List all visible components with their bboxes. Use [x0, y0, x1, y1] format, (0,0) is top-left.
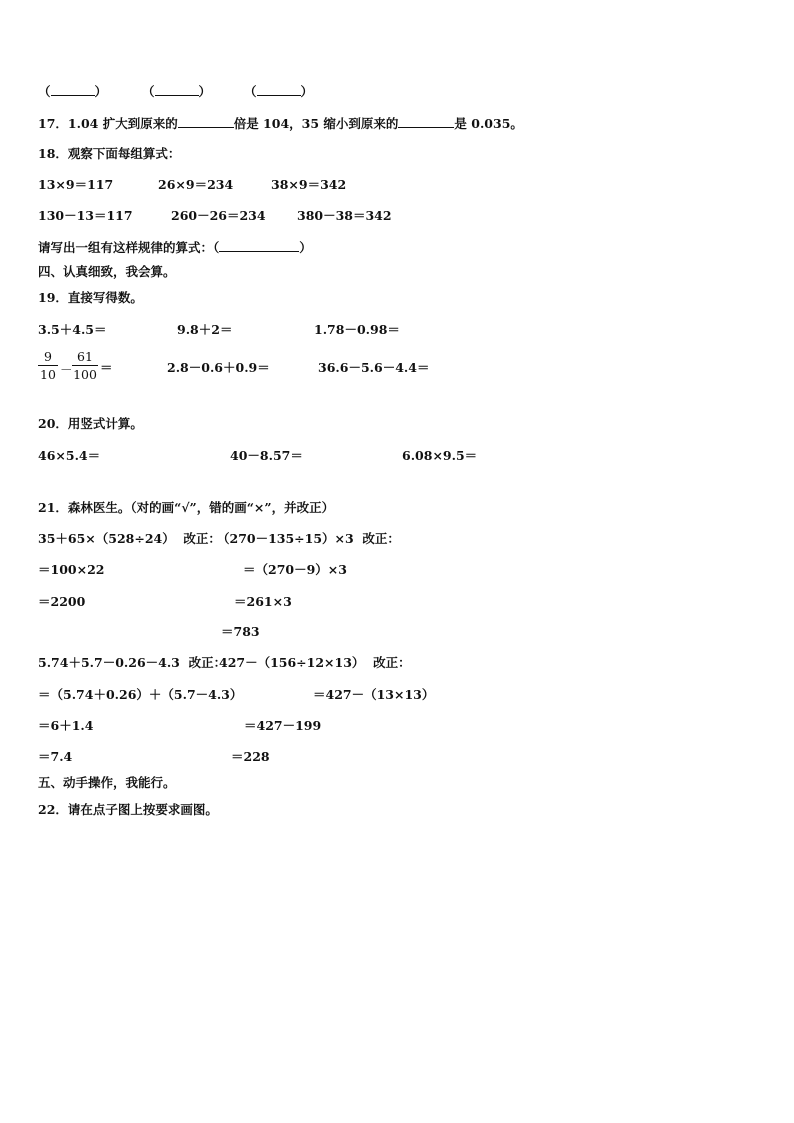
minus-sign: － [60, 362, 73, 377]
q21d-step1: ＝427－（13×13） [313, 687, 435, 702]
q21b-step2: ＝261×3 [234, 594, 292, 609]
q17-text-2: 倍是 104，35 缩小到原来的 [233, 116, 399, 131]
question-17 [38, 115, 523, 132]
q21d-step2: ＝427－199 [244, 718, 322, 733]
question-22-title: 22．请在点子图上按要求画图。 [38, 802, 218, 817]
paren-open: （ [38, 84, 51, 99]
q18-row1-item1: 13×9＝117 [38, 177, 114, 192]
fraction-bar [38, 365, 58, 366]
paren-open: （ [244, 84, 257, 99]
q20-item1: 46×5.4＝ [38, 448, 101, 463]
question-18-title: 18．观察下面每组算式： [38, 146, 181, 161]
paren-close: ） [300, 84, 314, 99]
fraction-9-10 [38, 349, 58, 382]
answer-blank-2 [142, 83, 211, 100]
q18-row1-item3: 38×9＝342 [271, 177, 347, 192]
blank-line [257, 83, 301, 96]
q17-text-1: 17．1.04 扩大到原来的 [38, 116, 178, 131]
q18-blank [219, 239, 299, 252]
q18-row2-item1: 130－13＝117 [38, 208, 133, 223]
fraction-denominator: 100 [73, 367, 97, 382]
q19-item3: 1.78－0.98＝ [314, 322, 400, 337]
paren-close: ） [299, 240, 312, 255]
fraction-numerator: 61 [77, 349, 93, 364]
blank-line [155, 83, 199, 96]
q19-item5: 2.8－0.6＋0.9＝ [167, 360, 270, 375]
q21d-step3: ＝228 [231, 749, 270, 764]
paren-open: （ [213, 240, 220, 255]
equals-sign: ＝ [100, 360, 113, 375]
q21b-step1: ＝（270－9）×3 [243, 562, 347, 577]
q21c-step1: ＝（5.74＋0.26）＋（5.7－4.3） [38, 687, 243, 702]
q19-item2: 9.8＋2＝ [177, 322, 233, 337]
q19-item1: 3.5＋4.5＝ [38, 322, 107, 337]
section-5-heading: 五、动手操作，我能行。 [38, 775, 176, 790]
q21c-step3: ＝7.4 [38, 749, 73, 764]
q21a-expression: 35＋65×（528÷24） 改正： [38, 531, 221, 546]
q21b-step3: ＝783 [221, 624, 260, 639]
answer-blank-3 [244, 83, 313, 100]
q20-item3: 6.08×9.5＝ [402, 448, 478, 463]
q18-row1-item2: 26×9＝234 [158, 177, 234, 192]
question-20-title: 20．用竖式计算。 [38, 416, 143, 431]
paren-close: ） [198, 84, 212, 99]
q21d-expression: 427－（156÷12×13） 改正： [219, 655, 411, 670]
paren-open: （ [142, 84, 155, 99]
fraction-numerator: 9 [44, 349, 52, 364]
q18-prompt [38, 239, 312, 256]
paren-close: ） [94, 84, 108, 99]
q18-row2-item3: 380－38＝342 [297, 208, 392, 223]
q20-item2: 40－8.57＝ [230, 448, 303, 463]
q21b-expression: （270－135÷15）×3 改正： [217, 531, 400, 546]
fraction-61-100 [72, 349, 98, 382]
q21a-step1: ＝100×22 [38, 562, 105, 577]
q17-blank-1 [178, 115, 234, 128]
fraction-denominator: 10 [40, 367, 56, 382]
q21c-step2: ＝6＋1.4 [38, 718, 94, 733]
answer-blank-1 [38, 83, 107, 100]
question-19-title: 19．直接写得数。 [38, 290, 143, 305]
fraction-bar [72, 365, 98, 366]
q21c-expression: 5.74＋5.7－0.26－4.3 改正： [38, 655, 227, 670]
blank-line [51, 83, 95, 96]
q21a-step2: ＝2200 [38, 594, 86, 609]
question-21-title: 21．森林医生。（对的画“√”，错的画“×”，并改正） [38, 500, 335, 515]
q17-blank-2 [398, 115, 454, 128]
q17-text-3: 是 0.035。 [454, 116, 523, 131]
q19-item6: 36.6－5.6－4.4＝ [318, 360, 430, 375]
q18-row2-item2: 260－26＝234 [171, 208, 266, 223]
section-4-heading: 四、认真细致，我会算。 [38, 264, 176, 279]
q18-prompt-text: 请写出一组有这样规律的算式： [38, 240, 214, 255]
